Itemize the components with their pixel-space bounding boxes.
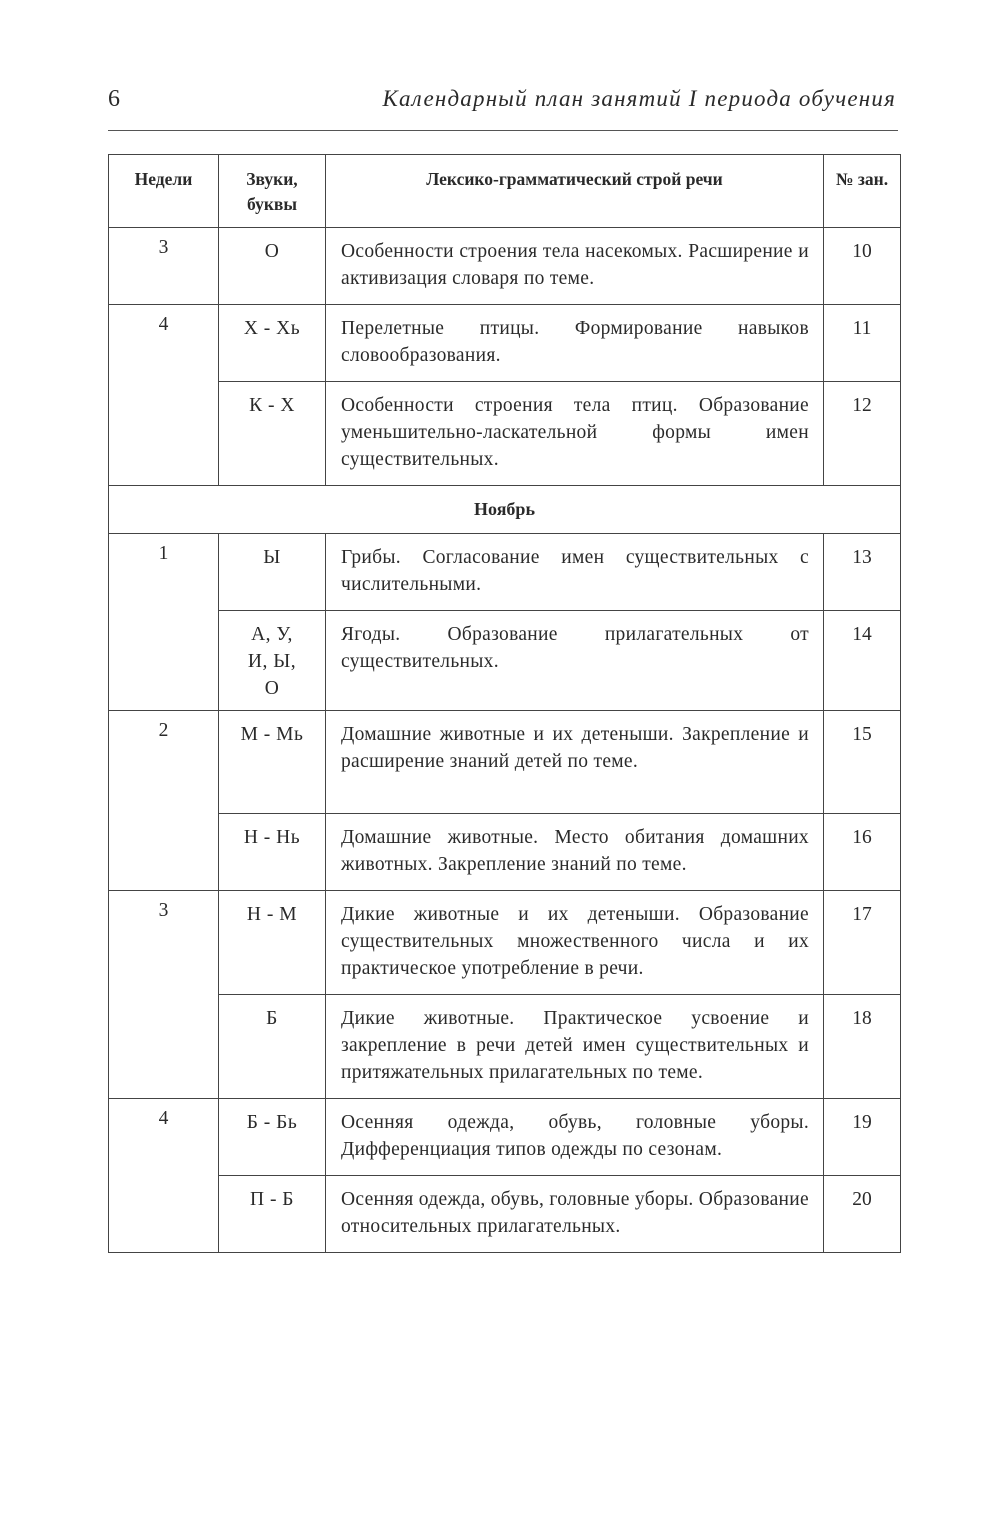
sound-cell: Х - Хь — [219, 305, 326, 382]
week-cell: 1 — [109, 534, 219, 711]
table-row — [109, 995, 901, 1099]
sound-cell: Н - Нь — [219, 814, 326, 891]
running-title: Календарный план занятий I периода обучения — [382, 86, 896, 111]
topic-cell: Дикие животные и их детеныши. Образование существительных множественного числа и их практическое употребление в речи. — [326, 891, 824, 995]
topic-cell: Домашние животные. Место обитания домашних животных. Закрепление знаний по теме. — [326, 814, 824, 891]
lesson-number-cell: 15 — [824, 711, 901, 814]
table-row — [109, 611, 901, 711]
column-header-topic: Лексико-грамматический строй речи — [326, 155, 824, 228]
lesson-number-cell: 19 — [824, 1099, 901, 1176]
column-header-weeks: Недели — [109, 155, 219, 228]
topic-cell: Осенняя одежда, обувь, головные уборы. Образование относительных прилагательных. — [326, 1176, 824, 1253]
lesson-number-cell: 17 — [824, 891, 901, 995]
lesson-number-cell: 12 — [824, 382, 901, 486]
topic-cell: Дикие животные. Практическое усвоение и закрепление в речи детей имен существительных и притяжательных прилагательных по теме. — [326, 995, 824, 1099]
lesson-number-cell: 14 — [824, 611, 901, 711]
sound-cell: П - Б — [219, 1176, 326, 1253]
topic-cell: Осенняя одежда, обувь, головные уборы. Дифференциация типов одежды по сезонам. — [326, 1099, 824, 1176]
table-row — [109, 1099, 901, 1176]
table-row — [109, 814, 901, 891]
table-row — [109, 891, 901, 995]
column-header-number: № зан. — [824, 155, 901, 228]
topic-cell: Перелетные птицы. Формирование навыков словообразования. — [326, 305, 824, 382]
lesson-number-cell: 13 — [824, 534, 901, 611]
lesson-number-cell: 16 — [824, 814, 901, 891]
month-row — [109, 486, 901, 534]
sound-cell: Б - Бь — [219, 1099, 326, 1176]
week-cell: 3 — [109, 891, 219, 1099]
lesson-number-cell: 10 — [824, 228, 901, 305]
page-number: 6 — [108, 86, 120, 112]
sound-cell: А, У, И, Ы, О — [219, 611, 326, 711]
table-row — [109, 711, 901, 814]
page-header — [108, 84, 898, 131]
month-label: Ноябрь — [109, 486, 901, 534]
table-row — [109, 305, 901, 382]
sound-cell: Ы — [219, 534, 326, 611]
sound-cell: О — [219, 228, 326, 305]
lesson-plan-table — [108, 154, 901, 1253]
topic-cell: Домашние животные и их детеныши. Закрепление и расширение знаний детей по теме. — [326, 711, 824, 814]
topic-cell: Особенности строения тела птиц. Образование уменьшительно-ласкательной формы имен существительных. — [326, 382, 824, 486]
sound-cell: М - Мь — [219, 711, 326, 814]
lesson-number-cell: 11 — [824, 305, 901, 382]
topic-cell: Грибы. Согласование имен существительных с числительными. — [326, 534, 824, 611]
lesson-number-cell: 20 — [824, 1176, 901, 1253]
topic-cell: Особенности строения тела насекомых. Расширение и активизация словаря по теме. — [326, 228, 824, 305]
week-cell: 2 — [109, 711, 219, 891]
table-header-row — [109, 155, 901, 228]
table-row — [109, 1176, 901, 1253]
week-cell: 4 — [109, 1099, 219, 1253]
sound-cell: К - Х — [219, 382, 326, 486]
sound-cell: Б — [219, 995, 326, 1099]
table-row — [109, 382, 901, 486]
column-header-sounds: Звуки, буквы — [219, 155, 326, 228]
table-row — [109, 534, 901, 611]
lesson-number-cell: 18 — [824, 995, 901, 1099]
week-cell: 3 — [109, 228, 219, 305]
topic-cell: Ягоды. Образование прилагательных от существительных. — [326, 611, 824, 711]
sound-cell: Н - М — [219, 891, 326, 995]
week-cell: 4 — [109, 305, 219, 486]
table-row — [109, 228, 901, 305]
